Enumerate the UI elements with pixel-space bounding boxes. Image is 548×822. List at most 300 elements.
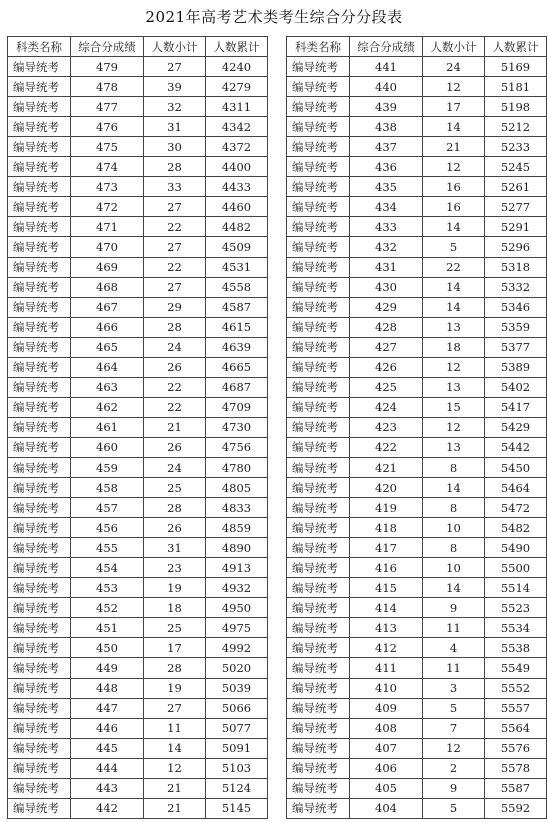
cell-category: 编导统考 (8, 97, 71, 117)
cell-score: 441 (350, 57, 423, 77)
table-row (287, 558, 547, 578)
cell-cumulative: 5359 (485, 317, 547, 337)
cell-cumulative: 4932 (206, 578, 268, 598)
cell-cumulative: 4992 (206, 638, 268, 658)
cell-category: 编导统考 (287, 538, 350, 558)
table-row (8, 217, 268, 237)
cell-cumulative: 4531 (206, 257, 268, 277)
cell-cumulative: 4780 (206, 457, 268, 477)
cell-category: 编导统考 (8, 377, 71, 397)
cell-score: 442 (71, 798, 144, 818)
cell-category: 编导统考 (8, 538, 71, 558)
cell-score: 450 (71, 638, 144, 658)
cell-category: 编导统考 (8, 177, 71, 197)
cell-score: 409 (350, 698, 423, 718)
cell-cumulative: 5291 (485, 217, 547, 237)
cell-cumulative: 4756 (206, 437, 268, 457)
cell-cumulative: 4279 (206, 77, 268, 97)
cell-cumulative: 5277 (485, 197, 547, 217)
cell-category: 编导统考 (8, 457, 71, 477)
table-row (8, 237, 268, 257)
cell-cumulative: 5212 (485, 117, 547, 137)
table-row (287, 778, 547, 798)
table-row (8, 117, 268, 137)
cell-category: 编导统考 (287, 277, 350, 297)
cell-score: 428 (350, 317, 423, 337)
cell-cumulative: 5389 (485, 357, 547, 377)
cell-score: 406 (350, 758, 423, 778)
cell-category: 编导统考 (8, 417, 71, 437)
cell-category: 编导统考 (8, 478, 71, 498)
cell-cumulative: 4639 (206, 337, 268, 357)
cell-category: 编导统考 (8, 277, 71, 297)
table-row (287, 417, 547, 437)
cell-cumulative: 5464 (485, 478, 547, 498)
table-row (8, 698, 268, 718)
cell-cumulative: 5077 (206, 718, 268, 738)
table-row (287, 798, 547, 818)
table-row (287, 77, 547, 97)
cell-score: 422 (350, 437, 423, 457)
cell-category: 编导统考 (8, 658, 71, 678)
table-row (8, 337, 268, 357)
cell-cumulative: 5066 (206, 698, 268, 718)
header-score: 综合分成绩 (350, 37, 423, 57)
cell-cumulative: 4950 (206, 598, 268, 618)
cell-category: 编导统考 (8, 157, 71, 177)
cell-count: 31 (144, 117, 206, 137)
cell-count: 13 (423, 377, 485, 397)
cell-category: 编导统考 (287, 317, 350, 337)
cell-score: 460 (71, 437, 144, 457)
cell-cumulative: 5592 (485, 798, 547, 818)
cell-cumulative: 4482 (206, 217, 268, 237)
cell-score: 456 (71, 518, 144, 538)
cell-cumulative: 5538 (485, 638, 547, 658)
table-row (287, 137, 547, 157)
cell-count: 14 (423, 277, 485, 297)
cell-cumulative: 5482 (485, 518, 547, 538)
cell-category: 编导统考 (287, 117, 350, 137)
cell-category: 编导统考 (287, 77, 350, 97)
cell-score: 446 (71, 718, 144, 738)
cell-cumulative: 5233 (485, 137, 547, 157)
cell-count: 28 (144, 157, 206, 177)
cell-score: 412 (350, 638, 423, 658)
header-category: 科类名称 (287, 37, 350, 57)
header-count: 人数小计 (144, 37, 206, 57)
cell-count: 16 (423, 197, 485, 217)
cell-cumulative: 5578 (485, 758, 547, 778)
cell-count: 13 (423, 437, 485, 457)
cell-category: 编导统考 (8, 257, 71, 277)
cell-cumulative: 4400 (206, 157, 268, 177)
cell-count: 21 (144, 798, 206, 818)
cell-category: 编导统考 (8, 337, 71, 357)
table-row (8, 778, 268, 798)
cell-category: 编导统考 (287, 357, 350, 377)
cell-cumulative: 5145 (206, 798, 268, 818)
cell-category: 编导统考 (287, 718, 350, 738)
table-row (287, 177, 547, 197)
table-row (287, 698, 547, 718)
cell-count: 29 (144, 297, 206, 317)
cell-count: 3 (423, 678, 485, 698)
cell-category: 编导统考 (8, 297, 71, 317)
cell-cumulative: 5429 (485, 417, 547, 437)
cell-count: 12 (144, 758, 206, 778)
cell-score: 440 (350, 77, 423, 97)
cell-cumulative: 5552 (485, 678, 547, 698)
cell-score: 419 (350, 498, 423, 518)
table-row (8, 457, 268, 477)
table-row (8, 377, 268, 397)
cell-count: 22 (144, 377, 206, 397)
cell-cumulative: 5245 (485, 157, 547, 177)
cell-score: 455 (71, 538, 144, 558)
cell-cumulative: 4975 (206, 618, 268, 638)
cell-category: 编导统考 (287, 678, 350, 698)
table-row (8, 257, 268, 277)
cell-score: 434 (350, 197, 423, 217)
cell-score: 407 (350, 738, 423, 758)
cell-category: 编导统考 (287, 558, 350, 578)
score-table-right (286, 36, 547, 819)
table-row (8, 357, 268, 377)
cell-count: 17 (144, 638, 206, 658)
cell-cumulative: 4687 (206, 377, 268, 397)
table-row (287, 377, 547, 397)
cell-category: 编导统考 (8, 237, 71, 257)
cell-category: 编导统考 (287, 417, 350, 437)
table-row (8, 417, 268, 437)
cell-category: 编导统考 (8, 678, 71, 698)
cell-count: 27 (144, 197, 206, 217)
cell-count: 27 (144, 237, 206, 257)
cell-cumulative: 5091 (206, 738, 268, 758)
cell-score: 432 (350, 237, 423, 257)
score-table-left (7, 36, 268, 819)
cell-cumulative: 4665 (206, 357, 268, 377)
cell-score: 463 (71, 377, 144, 397)
table-row (8, 177, 268, 197)
table-row (287, 237, 547, 257)
cell-score: 413 (350, 618, 423, 638)
cell-score: 454 (71, 558, 144, 578)
cell-count: 28 (144, 317, 206, 337)
table-row (287, 598, 547, 618)
cell-category: 编导统考 (8, 598, 71, 618)
table-row (287, 257, 547, 277)
cell-score: 405 (350, 778, 423, 798)
cell-count: 13 (423, 317, 485, 337)
page-title: 2021年高考艺术类考生综合分分段表 (145, 8, 403, 26)
cell-cumulative: 5181 (485, 77, 547, 97)
cell-score: 474 (71, 157, 144, 177)
table-row (8, 297, 268, 317)
cell-score: 431 (350, 257, 423, 277)
cell-count: 15 (423, 397, 485, 417)
cell-cumulative: 5417 (485, 397, 547, 417)
cell-score: 479 (71, 57, 144, 77)
cell-count: 27 (144, 277, 206, 297)
cell-count: 18 (144, 598, 206, 618)
cell-cumulative: 5261 (485, 177, 547, 197)
cell-score: 426 (350, 357, 423, 377)
cell-score: 429 (350, 297, 423, 317)
cell-cumulative: 5318 (485, 257, 547, 277)
cell-count: 27 (144, 698, 206, 718)
cell-cumulative: 4730 (206, 417, 268, 437)
cell-cumulative: 4890 (206, 538, 268, 558)
cell-score: 423 (350, 417, 423, 437)
cell-category: 编导统考 (287, 758, 350, 778)
table-row (287, 758, 547, 778)
cell-score: 465 (71, 337, 144, 357)
cell-category: 编导统考 (287, 618, 350, 638)
cell-score: 421 (350, 457, 423, 477)
cell-count: 23 (144, 558, 206, 578)
table-row (287, 718, 547, 738)
cell-cumulative: 5169 (485, 57, 547, 77)
cell-category: 编导统考 (8, 518, 71, 538)
cell-category: 编导统考 (287, 377, 350, 397)
table-row (8, 558, 268, 578)
cell-score: 438 (350, 117, 423, 137)
cell-score: 448 (71, 678, 144, 698)
table-row (8, 197, 268, 217)
cell-cumulative: 5514 (485, 578, 547, 598)
cell-cumulative: 5402 (485, 377, 547, 397)
cell-count: 14 (423, 217, 485, 237)
cell-count: 12 (423, 357, 485, 377)
cell-score: 420 (350, 478, 423, 498)
cell-count: 25 (144, 618, 206, 638)
cell-cumulative: 5124 (206, 778, 268, 798)
cell-category: 编导统考 (287, 337, 350, 357)
cell-category: 编导统考 (287, 738, 350, 758)
table-row (8, 678, 268, 698)
cell-count: 8 (423, 498, 485, 518)
cell-count: 24 (423, 57, 485, 77)
cell-count: 27 (144, 57, 206, 77)
cell-cumulative: 5450 (485, 457, 547, 477)
cell-score: 417 (350, 538, 423, 558)
cell-count: 8 (423, 538, 485, 558)
cell-category: 编导统考 (287, 498, 350, 518)
cell-category: 编导统考 (8, 117, 71, 137)
cell-category: 编导统考 (287, 137, 350, 157)
cell-score: 461 (71, 417, 144, 437)
cell-cumulative: 5500 (485, 558, 547, 578)
cell-cumulative: 4311 (206, 97, 268, 117)
table-row (8, 137, 268, 157)
table-row (8, 478, 268, 498)
cell-category: 编导统考 (287, 97, 350, 117)
cell-category: 编导统考 (287, 658, 350, 678)
cell-cumulative: 5296 (485, 237, 547, 257)
cell-count: 22 (144, 217, 206, 237)
cell-score: 425 (350, 377, 423, 397)
table-row (8, 658, 268, 678)
cell-category: 编导统考 (8, 738, 71, 758)
cell-cumulative: 4587 (206, 297, 268, 317)
cell-score: 439 (350, 97, 423, 117)
cell-score: 453 (71, 578, 144, 598)
table-row (287, 578, 547, 598)
cell-category: 编导统考 (8, 718, 71, 738)
cell-cumulative: 5549 (485, 658, 547, 678)
cell-score: 459 (71, 457, 144, 477)
table-row (8, 397, 268, 417)
table-row (287, 57, 547, 77)
cell-score: 447 (71, 698, 144, 718)
cell-category: 编导统考 (287, 397, 350, 417)
cell-count: 5 (423, 698, 485, 718)
cell-count: 32 (144, 97, 206, 117)
table-header-row (8, 37, 268, 57)
cell-category: 编导统考 (287, 157, 350, 177)
cell-count: 21 (423, 137, 485, 157)
cell-count: 5 (423, 237, 485, 257)
table-row (287, 357, 547, 377)
cell-cumulative: 5523 (485, 598, 547, 618)
table-row (287, 277, 547, 297)
table-row (8, 498, 268, 518)
table-row (287, 638, 547, 658)
cell-score: 477 (71, 97, 144, 117)
cell-category: 编导统考 (8, 217, 71, 237)
cell-score: 449 (71, 658, 144, 678)
cell-score: 458 (71, 478, 144, 498)
table-row (287, 157, 547, 177)
cell-count: 10 (423, 558, 485, 578)
table-row (287, 97, 547, 117)
cell-count: 11 (423, 658, 485, 678)
cell-category: 编导统考 (287, 237, 350, 257)
cell-score: 445 (71, 738, 144, 758)
cell-score: 473 (71, 177, 144, 197)
cell-count: 10 (423, 518, 485, 538)
cell-count: 26 (144, 357, 206, 377)
cell-score: 470 (71, 237, 144, 257)
cell-category: 编导统考 (287, 197, 350, 217)
cell-cumulative: 5346 (485, 297, 547, 317)
cell-cumulative: 4240 (206, 57, 268, 77)
table-row (8, 718, 268, 738)
cell-score: 430 (350, 277, 423, 297)
cell-cumulative: 5576 (485, 738, 547, 758)
cell-score: 415 (350, 578, 423, 598)
table-row (8, 157, 268, 177)
cell-category: 编导统考 (8, 698, 71, 718)
cell-category: 编导统考 (287, 437, 350, 457)
table-row (8, 277, 268, 297)
cell-count: 14 (423, 578, 485, 598)
table-row (287, 478, 547, 498)
header-cumulative: 人数累计 (206, 37, 268, 57)
cell-score: 478 (71, 77, 144, 97)
cell-cumulative: 4833 (206, 498, 268, 518)
cell-cumulative: 5198 (485, 97, 547, 117)
cell-score: 457 (71, 498, 144, 518)
table-row (287, 437, 547, 457)
cell-count: 17 (423, 97, 485, 117)
cell-count: 22 (144, 257, 206, 277)
table-row (8, 97, 268, 117)
cell-count: 19 (144, 678, 206, 698)
cell-cumulative: 5103 (206, 758, 268, 778)
cell-count: 21 (144, 417, 206, 437)
table-row (8, 437, 268, 457)
cell-score: 475 (71, 137, 144, 157)
table-row (8, 77, 268, 97)
table-row (8, 578, 268, 598)
table-row (287, 457, 547, 477)
cell-count: 16 (423, 177, 485, 197)
cell-cumulative: 5332 (485, 277, 547, 297)
cell-count: 12 (423, 157, 485, 177)
cell-category: 编导统考 (8, 397, 71, 417)
cell-score: 469 (71, 257, 144, 277)
cell-count: 25 (144, 478, 206, 498)
cell-score: 435 (350, 177, 423, 197)
table-row (8, 758, 268, 778)
cell-count: 33 (144, 177, 206, 197)
cell-cumulative: 5490 (485, 538, 547, 558)
cell-count: 24 (144, 457, 206, 477)
table-row (287, 678, 547, 698)
cell-cumulative: 4342 (206, 117, 268, 137)
header-score: 综合分成绩 (71, 37, 144, 57)
cell-count: 26 (144, 518, 206, 538)
cell-cumulative: 4709 (206, 397, 268, 417)
cell-count: 12 (423, 738, 485, 758)
table-row (8, 518, 268, 538)
header-count: 人数小计 (423, 37, 485, 57)
cell-score: 436 (350, 157, 423, 177)
cell-count: 26 (144, 437, 206, 457)
cell-category: 编导统考 (287, 177, 350, 197)
cell-score: 416 (350, 558, 423, 578)
cell-cumulative: 4460 (206, 197, 268, 217)
table-header-row (287, 37, 547, 57)
cell-category: 编导统考 (287, 257, 350, 277)
table-row (8, 618, 268, 638)
cell-category: 编导统考 (8, 57, 71, 77)
cell-score: 404 (350, 798, 423, 818)
cell-count: 4 (423, 638, 485, 658)
cell-count: 19 (144, 578, 206, 598)
cell-score: 464 (71, 357, 144, 377)
cell-count: 5 (423, 798, 485, 818)
cell-score: 476 (71, 117, 144, 137)
table-row (287, 297, 547, 317)
cell-score: 444 (71, 758, 144, 778)
cell-score: 452 (71, 598, 144, 618)
cell-count: 39 (144, 77, 206, 97)
table-row (8, 538, 268, 558)
cell-count: 14 (423, 297, 485, 317)
table-row (8, 638, 268, 658)
cell-score: 462 (71, 397, 144, 417)
cell-cumulative: 5442 (485, 437, 547, 457)
header-cumulative: 人数累计 (485, 37, 547, 57)
cell-count: 18 (423, 337, 485, 357)
cell-score: 418 (350, 518, 423, 538)
cell-cumulative: 4859 (206, 518, 268, 538)
cell-category: 编导统考 (8, 578, 71, 598)
